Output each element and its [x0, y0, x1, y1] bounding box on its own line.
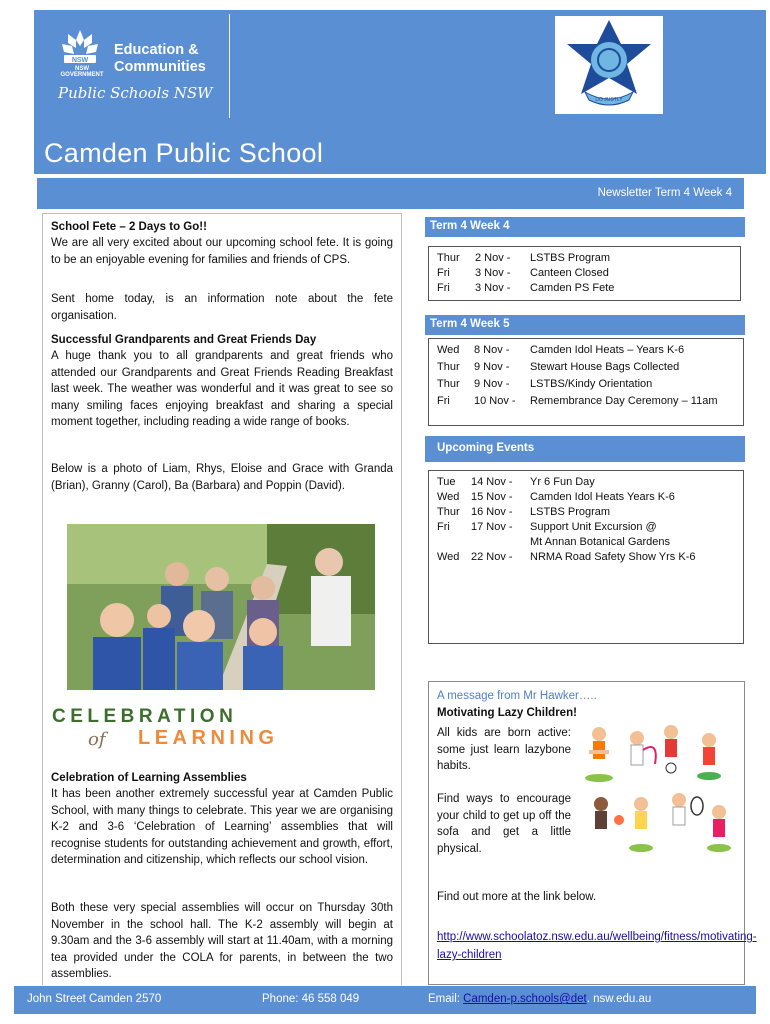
week5-event-date: 9 Nov - — [474, 378, 510, 390]
celebration-of-learning-logo — [52, 706, 378, 752]
grandparents-paragraph-1: A huge thank you to all grandparents and great friends who attended our Grandparents and Great Friends Reading Breakfast last week. The weather was wonderful and it was great to see so many smiling faces enjoying breakfast and sharing a special moment together, including reading a wide range of books. — [51, 350, 393, 429]
footer-email — [428, 993, 651, 1005]
upcoming-heading: Upcoming Events — [425, 436, 745, 462]
active-kids-illustration — [579, 720, 737, 860]
week5-event-event: Stewart House Bags Collected — [530, 361, 680, 373]
school-crest — [555, 16, 663, 114]
family-photo-image — [67, 524, 375, 690]
svg-text:DO JUSTLY: DO JUSTLY — [595, 97, 623, 103]
footer-address: John Street Camden 2570 — [27, 993, 162, 1005]
fete-heading: School Fete – 2 Days to Go!! — [51, 221, 207, 233]
nsw-government-label: NSW GOVERNMENT — [60, 66, 104, 78]
upcoming-event-event: Mt Annan Botanical Gardens — [530, 536, 671, 548]
week5-event-date: 8 Nov - — [474, 344, 510, 356]
upcoming-event-event: Support Unit Excursion @ — [530, 521, 657, 533]
message-title: Motivating Lazy Children! — [437, 707, 577, 719]
celebration-paragraph-1: It has been another extremely successful year at Camden Public School, with many things to celebrate. This year we are organising K-2 and 3-6 ‘Celebration of Learning’ assemblies that will recognise students for outstanding achievement and growth, effort, determination and citizenship, which reflects our school vision. — [51, 788, 393, 867]
footer-phone: Phone: 46 558 049 — [262, 993, 360, 1005]
school-title: Camden Public School — [44, 138, 324, 168]
week4-event-day: Fri — [437, 267, 450, 279]
upcoming-event-date: 17 Nov - — [471, 521, 513, 533]
upcoming-event-day: Thur — [437, 506, 460, 518]
week4-event-event: Canteen Closed — [530, 267, 609, 279]
week4-event-date: 3 Nov - — [475, 267, 511, 279]
celebration-of-word: of — [88, 729, 106, 750]
upcoming-event-day: Tue — [437, 476, 456, 488]
week5-event-date: 10 Nov - — [474, 395, 516, 407]
week4-event-event: Camden PS Fete — [530, 282, 615, 294]
grandparents-heading: Successful Grandparents and Great Friends Day — [51, 334, 317, 346]
dept-line-2: Communities — [114, 59, 206, 75]
upcoming-event-event: LSTBS Program — [530, 506, 611, 518]
week4-event-event: LSTBS Program — [530, 252, 611, 264]
upcoming-event-date: 16 Nov - — [471, 506, 513, 518]
week5-event-day: Fri — [437, 395, 450, 407]
logo-divider — [229, 14, 230, 118]
message-paragraph-1: All kids are born active: some just learn lazybone habits. — [437, 727, 571, 773]
motivating-lazy-children-link[interactable]: http://www.schoolatoz.nsw.edu.au/wellbeing/fitness/motivating-lazy-children — [437, 931, 757, 961]
grandparents-paragraph-2: Below is a photo of Liam, Rhys, Eloise and Grace with Granda (Brian), Granny (Carol), Ba (Barbara) and Poppin (David). — [51, 463, 393, 492]
newsletter-header — [34, 10, 766, 174]
upcoming-event-event: Camden Idol Heats Years K-6 — [530, 491, 675, 503]
week5-event-date: 9 Nov - — [474, 361, 510, 373]
celebration-word: CELEBRATION — [52, 706, 238, 727]
celebration-paragraph-2: Both these very special assemblies will occur on Thursday 30th November in the school hall. The K-2 assembly will begin at 9.30am and the 3-6 assembly will start at 11.40am, with a morning tea provided under the COLA for parents, in between the two assemblies. — [51, 902, 393, 981]
week4-event-day: Fri — [437, 282, 450, 294]
celebration-heading: Celebration of Learning Assemblies — [51, 772, 247, 784]
upcoming-event-day: Wed — [437, 491, 460, 503]
week5-event-day: Wed — [437, 344, 460, 356]
week4-event-date: 3 Nov - — [475, 282, 511, 294]
upcoming-event-day: Wed — [437, 551, 460, 563]
nsw-education-logo — [58, 28, 248, 128]
fete-paragraph-2: Sent home today, is an information note about the fete organisation. — [51, 293, 393, 322]
message-box — [428, 681, 757, 985]
fete-paragraph-1: We are all very excited about our upcoming school fete. It is going to be an enjoyable evening for families and friends of CPS. — [51, 237, 393, 266]
week5-event-event: LSTBS/Kindy Orientation — [530, 378, 653, 390]
grandparents-photo — [67, 524, 375, 690]
star-crest-icon — [555, 16, 663, 114]
message-find-more: Find out more at the link below. — [437, 891, 597, 903]
upcoming-event-event: Yr 6 Fun Day — [530, 476, 595, 488]
upcoming-event-day: Fri — [437, 521, 450, 533]
week4-event-day: Thur — [437, 252, 460, 264]
week5-event-event: Remembrance Day Ceremony – 11am — [530, 395, 718, 407]
public-schools-nsw: Public Schools NSW — [58, 84, 213, 102]
dept-line-1: Education & — [114, 42, 199, 58]
svg-text:NSW: NSW — [71, 57, 89, 64]
upcoming-event-date: 14 Nov - — [471, 476, 513, 488]
footer-email-label: Email: — [428, 993, 464, 1005]
message-paragraph-2: Find ways to encourage your child to get up off the sofa and get a little physical. — [437, 793, 571, 855]
message-heading: A message from Mr Hawker….. — [437, 690, 597, 702]
week4-heading: Term 4 Week 4 — [425, 217, 745, 237]
waratah-icon — [58, 28, 102, 70]
newsletter-term-label: Newsletter Term 4 Week 4 — [597, 187, 732, 199]
celebration-learning-word: LEARNING — [138, 727, 279, 749]
newsletter-subheader — [37, 178, 744, 209]
upcoming-event-date: 22 Nov - — [471, 551, 513, 563]
footer-email-domain: . nsw.edu.au — [586, 993, 652, 1005]
footer-email-link[interactable]: Camden-p.schools@det — [463, 993, 587, 1005]
week4-event-date: 2 Nov - — [475, 252, 511, 264]
week5-heading: Term 4 Week 5 — [425, 315, 745, 335]
week5-event-day: Thur — [437, 361, 460, 373]
newsletter-footer — [14, 986, 756, 1014]
upcoming-event-event: NRMA Road Safety Show Yrs K-6 — [530, 551, 696, 563]
upcoming-event-date: 15 Nov - — [471, 491, 513, 503]
week5-event-day: Thur — [437, 378, 460, 390]
week5-event-event: Camden Idol Heats – Years K-6 — [530, 344, 685, 356]
